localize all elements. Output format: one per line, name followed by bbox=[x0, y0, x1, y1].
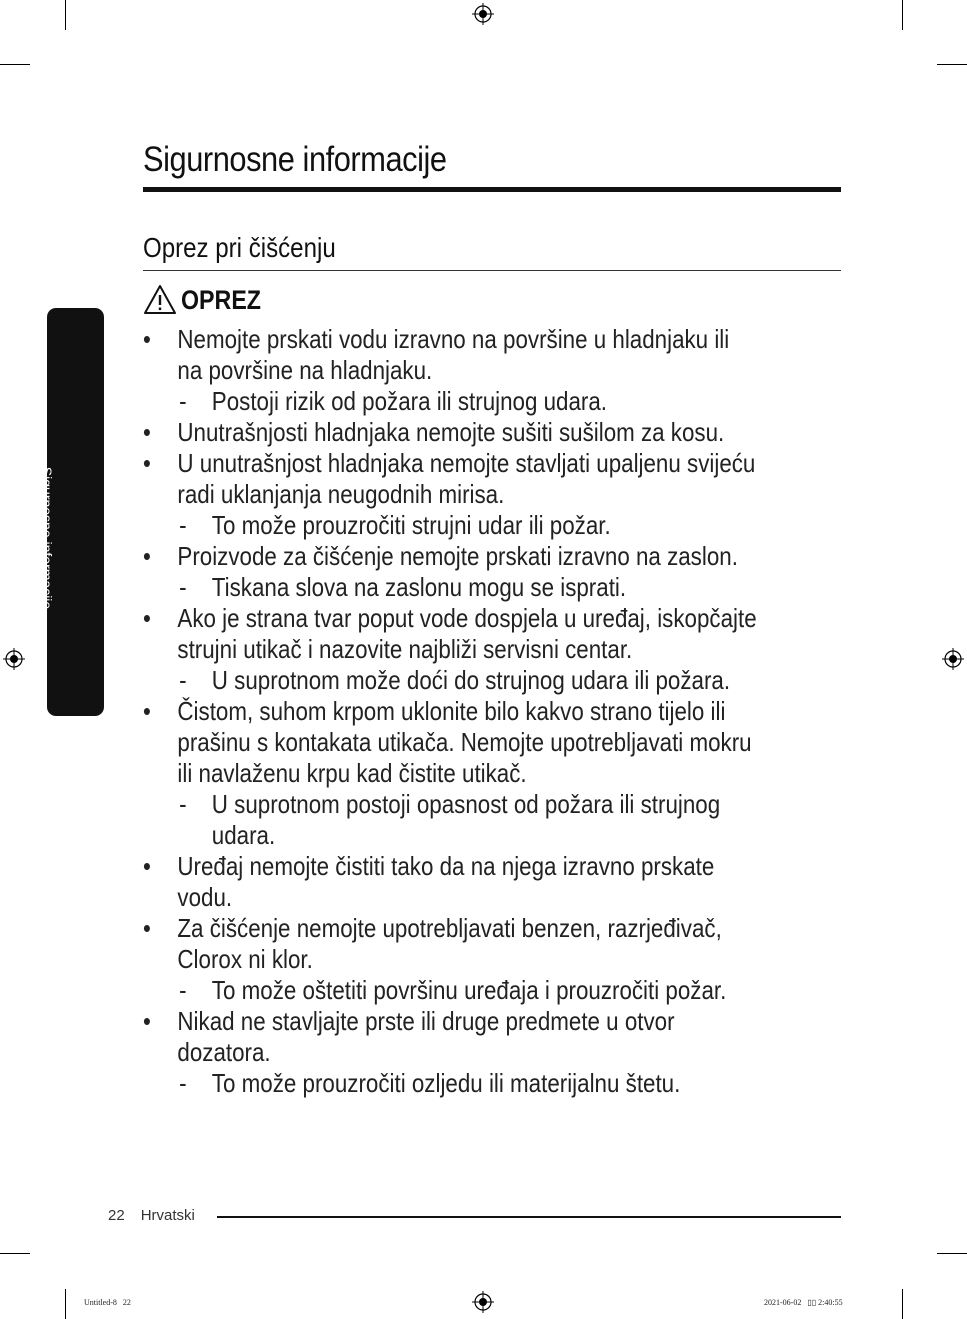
list-item-text: To može prouzročiti strujni udar ili požar. bbox=[211, 510, 611, 540]
list-item-text: Tiskana slova na zaslonu mogu se isprati. bbox=[211, 572, 627, 602]
title-divider bbox=[143, 187, 841, 192]
list-item bbox=[143, 696, 743, 727]
list-item-text: Uređaj nemojte čistiti tako da na njega izravno prskate bbox=[177, 851, 715, 881]
print-slug-left: Untitled-8 22 bbox=[84, 1298, 131, 1307]
list-item-text: U suprotnom može doći do strujnog udara ili požara. bbox=[211, 665, 731, 695]
list-item bbox=[143, 727, 752, 758]
bullet-marker: • bbox=[143, 541, 151, 571]
list-item bbox=[143, 479, 743, 510]
crop-mark bbox=[0, 1253, 30, 1254]
dash-marker: - bbox=[179, 975, 187, 1005]
print-slug-right: 2021-06-02 ▯▯ 2:40:55 bbox=[764, 1298, 843, 1307]
list-item bbox=[143, 448, 756, 479]
dash-marker: - bbox=[179, 789, 187, 819]
page-number: 22 bbox=[108, 1207, 125, 1224]
dash-marker: - bbox=[179, 510, 187, 540]
page-footer bbox=[108, 1207, 195, 1224]
caution-label: OPREZ bbox=[181, 284, 261, 315]
crop-mark bbox=[937, 64, 967, 65]
dash-marker: - bbox=[179, 665, 187, 695]
list-item bbox=[143, 944, 743, 975]
bullet-marker: • bbox=[143, 1006, 151, 1036]
list-item bbox=[143, 882, 743, 913]
warning-triangle-icon bbox=[143, 284, 177, 316]
list-item-text: Za čišćenje nemojte upotrebljavati benzen, razrjeđivač, bbox=[177, 913, 722, 943]
list-item-text: Postoji rizik od požara ili strujnog udara. bbox=[211, 386, 608, 416]
page-title: Sigurnosne informacije bbox=[143, 140, 447, 179]
side-chapter-tab-label: Sigurnosne informacije bbox=[39, 466, 55, 610]
list-item bbox=[143, 324, 743, 355]
list-item-text: na površine na hladnjaku. bbox=[177, 355, 433, 385]
list-item-text: udara. bbox=[211, 820, 276, 850]
list-item-text: prašinu s kontakata utikača. Nemojte upotrebljavati mokru bbox=[177, 727, 752, 757]
sub-list-item bbox=[143, 665, 743, 696]
bullet-marker: • bbox=[143, 913, 151, 943]
list-item-text: vodu. bbox=[177, 882, 233, 912]
list-item-text: dozatora. bbox=[177, 1037, 271, 1067]
list-item-text: Clorox ni klor. bbox=[177, 944, 313, 974]
crop-mark bbox=[902, 1289, 903, 1319]
footer-language: Hrvatski bbox=[140, 1207, 195, 1224]
list-item bbox=[143, 541, 743, 572]
dash-marker: - bbox=[179, 572, 187, 602]
bullet-marker: • bbox=[143, 603, 151, 633]
section-divider bbox=[143, 270, 841, 271]
list-item-text: strujni utikač i nazovite najbliži servisni centar. bbox=[177, 634, 633, 664]
crop-mark bbox=[65, 0, 66, 30]
crop-mark bbox=[0, 64, 30, 65]
list-item-text: To može oštetiti površinu uređaja i prouzročiti požar. bbox=[211, 975, 727, 1005]
side-chapter-tab bbox=[47, 308, 104, 716]
caution-list bbox=[143, 324, 841, 1099]
registration-mark-icon bbox=[472, 3, 494, 25]
crop-mark bbox=[937, 1253, 967, 1254]
list-item bbox=[143, 913, 743, 944]
caution-heading bbox=[143, 284, 274, 316]
sub-list-item bbox=[143, 975, 743, 1006]
crop-mark bbox=[65, 1289, 66, 1319]
sub-list-item bbox=[143, 820, 743, 851]
bullet-marker: • bbox=[143, 448, 151, 478]
sub-list-item bbox=[143, 572, 743, 603]
registration-mark-icon bbox=[3, 648, 25, 670]
list-item-text: radi uklanjanja neugodnih mirisa. bbox=[177, 479, 505, 509]
registration-mark-icon bbox=[942, 648, 964, 670]
list-item bbox=[143, 758, 743, 789]
list-item bbox=[143, 1037, 743, 1068]
list-item-text: ili navlaženu krpu kad čistite utikač. bbox=[177, 758, 527, 788]
list-item-text: Čistom, suhom krpom uklonite bilo kakvo strano tijelo ili bbox=[177, 696, 726, 726]
sub-list-item bbox=[143, 510, 743, 541]
crop-mark bbox=[902, 0, 903, 30]
list-item-text: U unutrašnjost hladnjaka nemojte stavljati upaljenu svijeću bbox=[177, 448, 756, 478]
bullet-marker: • bbox=[143, 696, 151, 726]
list-item-text: Nemojte prskati vodu izravno na površine u hladnjaku ili bbox=[177, 324, 730, 354]
footer-divider bbox=[217, 1216, 841, 1218]
list-item-text: Ako je strana tvar poput vode dospjela u uređaj, iskopčajte bbox=[177, 603, 757, 633]
list-item-text: To može prouzročiti ozljedu ili materijalnu štetu. bbox=[211, 1068, 681, 1098]
list-item bbox=[143, 355, 743, 386]
sub-list-item bbox=[143, 789, 743, 820]
section-title: Oprez pri čišćenju bbox=[143, 232, 336, 263]
sub-list-item bbox=[143, 386, 743, 417]
dash-marker: - bbox=[179, 1068, 187, 1098]
list-item-text: Unutrašnjosti hladnjaka nemojte sušiti sušilom za kosu. bbox=[177, 417, 725, 447]
list-item bbox=[143, 603, 757, 634]
sub-list-item bbox=[143, 1068, 743, 1099]
list-item bbox=[143, 634, 743, 665]
list-item-text: Nikad ne stavljajte prste ili druge predmete u otvor bbox=[177, 1006, 675, 1036]
bullet-marker: • bbox=[143, 417, 151, 447]
registration-mark-icon bbox=[472, 1291, 494, 1313]
bullet-marker: • bbox=[143, 851, 151, 881]
list-item-text: U suprotnom postoji opasnost od požara ili strujnog bbox=[211, 789, 721, 819]
list-item bbox=[143, 1006, 743, 1037]
list-item bbox=[143, 851, 743, 882]
dash-marker: - bbox=[179, 386, 187, 416]
list-item-text: Proizvode za čišćenje nemojte prskati izravno na zaslon. bbox=[177, 541, 738, 571]
list-item bbox=[143, 417, 743, 448]
bullet-marker: • bbox=[143, 324, 151, 354]
